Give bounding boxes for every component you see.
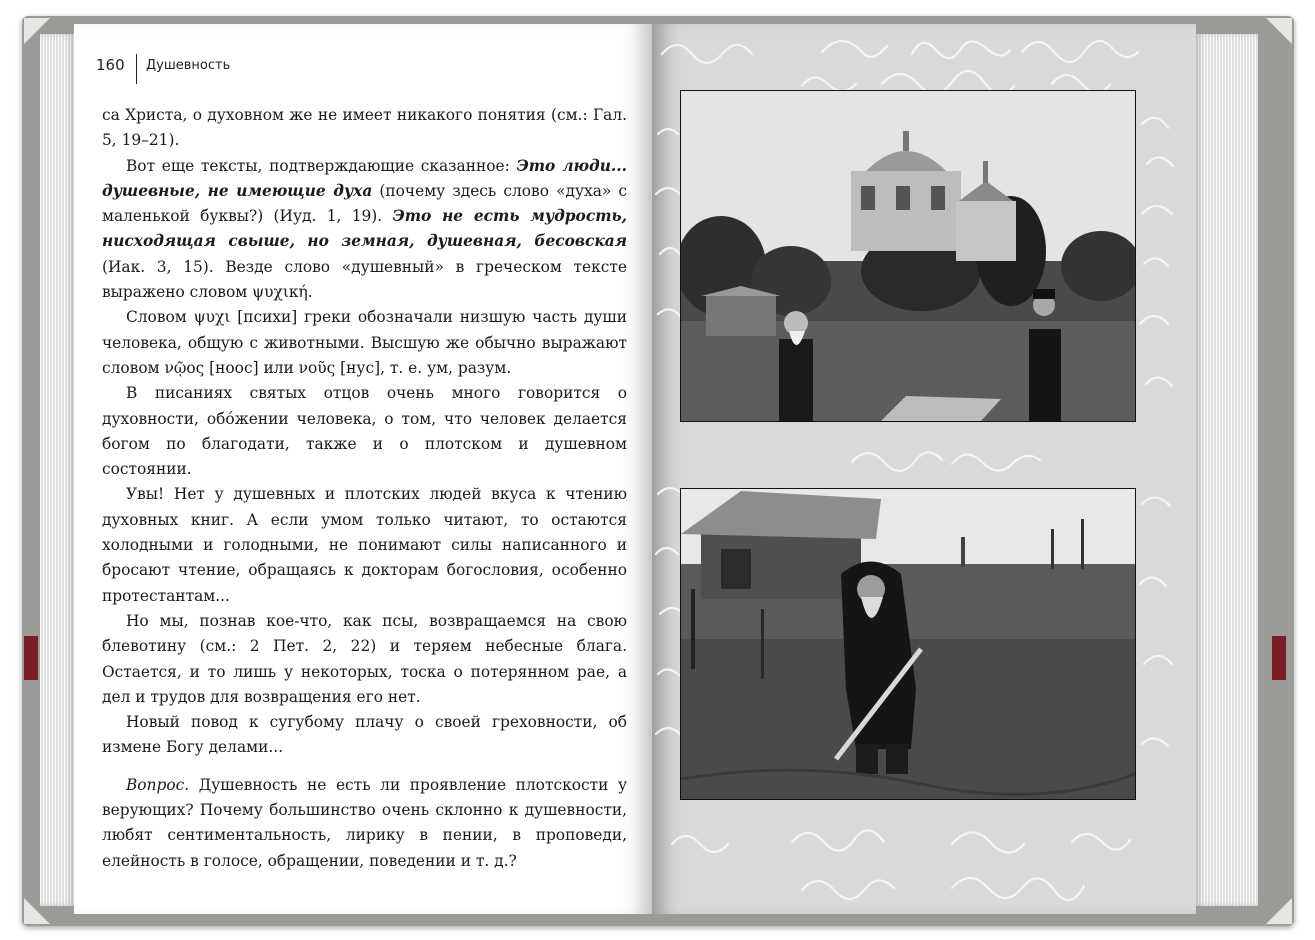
photo-old-man-digging [680, 488, 1136, 800]
body-text [102, 103, 627, 874]
quote-emphasis: Это люди... душевные, не имеющие духа [102, 156, 627, 200]
right-page [652, 24, 1196, 914]
question-label: Вопрос. [126, 775, 190, 794]
question-paragraph: Вопрос. Душевность не есть ли проявление плотскости у верующих? Почему большинство очень склонно к душевности, любят сентиментальность, лирику в пении, в проповеди, елейность в голосе, обращении, поведении и т. д.? [102, 775, 627, 870]
greek-word: ψυχι [193, 308, 231, 327]
paragraph: Вот еще тексты, подтверждающие сказанное: Это люди... душевные, не имеющие духа (почему здесь слово «духа» с маленькой буквы?) (Иуд. 1, 19). Это не есть мудрость, нисходящая свыше, но земная, душевная, бесовская (Иак. 3, 15). Везде слово «душевный» в греческом тексте выражено словом ψυχική. [102, 156, 627, 302]
paragraph: В писаниях святых отцов очень много говорится о духовности, обóжении человека, о том, что человек делается богом по благодати, также и о плотском и душевном состоянии. [102, 384, 627, 479]
greek-word: νοῦς [298, 358, 336, 377]
greek-word: νῷος [164, 358, 205, 377]
greek-word: ψυχική. [252, 283, 313, 302]
chapter-title: Душевность [146, 58, 231, 73]
photo-church-with-men [680, 90, 1136, 422]
paragraph: Новый повод к сугубому плачу о своей греховности, об измене Богу делами... [102, 713, 627, 757]
paragraph: Но мы, познав кое-что, как псы, возвращаемся на свою блевотину (см.: 2 Пет. 2, 22) и теряем небесные блага. Остается, и то лишь у некоторых, тоска о потерянном рае, а дел и трудов для возвращения его нет. [102, 611, 627, 706]
page-number: 160 [96, 56, 125, 74]
paragraph: Словом ψυχι [психи] греки обозначали низшую часть души человека, общую с животными. Высшую же обычно выражают словом νῷος [ноос] или νοῦς [нус], т. е. ум, разум. [102, 308, 627, 377]
quote-emphasis: Это не есть мудрость, нисходящая свыше, но земная, душевная, бесовская [102, 207, 627, 251]
bookmark-ribbon-right [1272, 636, 1286, 680]
page-edges-right [1196, 34, 1258, 906]
page-edges-left [40, 34, 74, 906]
paragraph: Увы! Нет у душевных и плотских людей вкуса к чтению духовных книг. А если умом только читают, то остаются холодными и голодными, не понимают силы написанного и бросают чтение, обращаясь к докторам богословия, особенно протестантам... [102, 485, 627, 605]
running-head-divider [136, 54, 137, 84]
bookmark-ribbon-left [24, 636, 38, 680]
paragraph: са Христа, о духовном же не имеет никакого понятия (см.: Гал. 5, 19–21). [102, 106, 627, 150]
